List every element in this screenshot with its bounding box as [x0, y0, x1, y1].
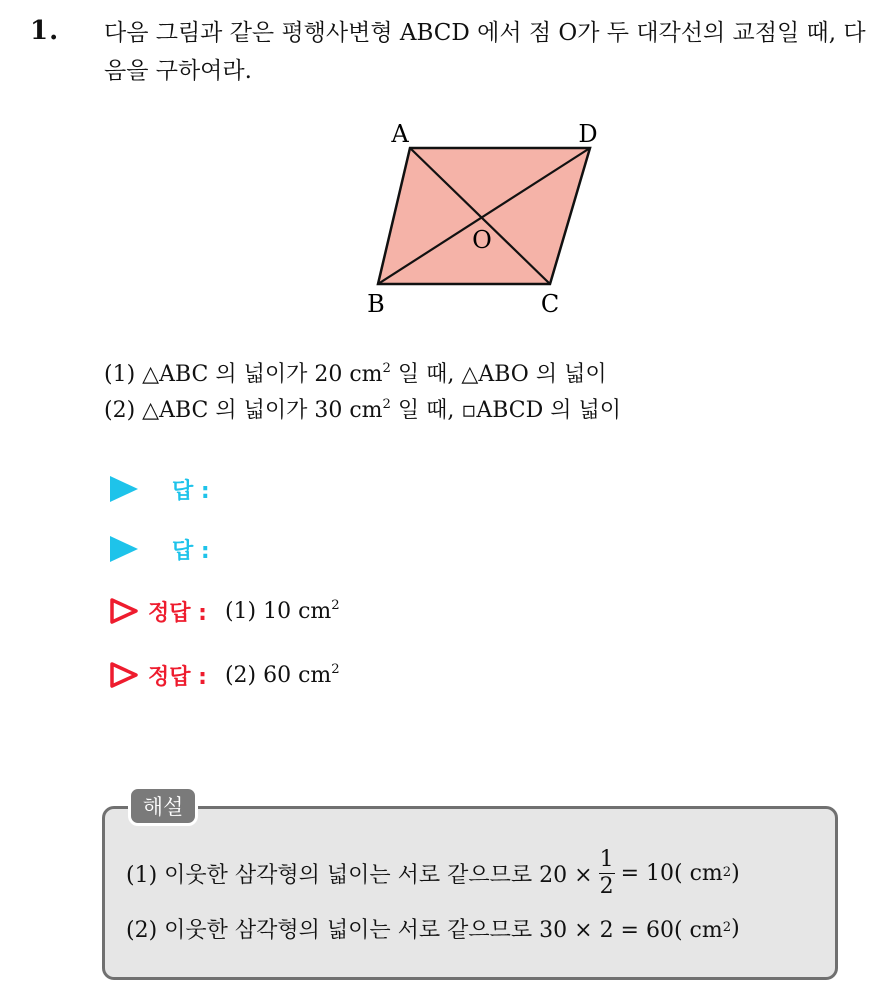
explanation-line-2: (2) 이웃한 삼각형의 넓이는 서로 같으므로 30 × 2 = 60( cm 2 ): [126, 906, 740, 950]
vertex-label-b: B: [367, 290, 385, 318]
outline-arrow-icon: [108, 660, 142, 690]
subquestion-2: [104, 396, 621, 426]
answer-row-2: [108, 532, 210, 566]
question-number: 1.: [30, 16, 60, 46]
correct-label-2: 정답 :: [148, 664, 207, 690]
explanation-line-1-pre: (1) 이웃한 삼각형의 넓이는 서로 같으므로 20 ×: [126, 862, 593, 888]
explanation-line-1-post: = 10( cm: [620, 860, 723, 886]
subquestion-1-sup: 2: [382, 360, 391, 376]
correct-value-2: [225, 663, 340, 688]
subquestion-1-pre: △ABC 의 넓이가 20 cm: [142, 362, 383, 387]
vertex-label-c: C: [540, 290, 560, 318]
explanation-line-2-pre: (2) 이웃한 삼각형의 넓이는 서로 같으므로 30 × 2 = 60( cm: [126, 917, 723, 943]
correct-answer-row-2: [108, 658, 340, 692]
play-arrow-icon: [108, 534, 142, 564]
parallelogram-figure: [350, 112, 610, 322]
correct-answer-row-1: [108, 594, 340, 628]
fraction-one-half: [599, 848, 615, 899]
intersection-label-o: O: [472, 226, 492, 254]
answer-row-1: [108, 472, 210, 506]
subquestion-1-post: 일 때, △ABO 의 넓이: [390, 362, 607, 387]
fraction-numerator: 1: [599, 846, 614, 872]
explanation-line-1-close: ): [731, 860, 740, 886]
correct-value-2-sup: 2: [331, 661, 340, 677]
explanation-line-1: (1) 이웃한 삼각형의 넓이는 서로 같으므로 20 × $\frac{1}{2}$ = 10( cm 2 ): [126, 846, 740, 899]
answer-label-1: 답 :: [172, 478, 210, 504]
correct-label-1: 정답 :: [148, 600, 207, 626]
subquestion-2-post: 일 때, ▫ABCD 의 넓이: [390, 398, 622, 423]
outline-arrow-icon: [108, 596, 142, 626]
subquestion-1: [104, 360, 607, 390]
answer-label-2: 답 :: [172, 538, 210, 564]
subquestion-2-num: (2): [104, 398, 136, 423]
play-arrow-icon: [108, 474, 142, 504]
subquestion-2-pre: △ABC 의 넓이가 30 cm: [142, 398, 383, 423]
explanation-title: 해설: [128, 786, 198, 826]
explanation-line-2-close: ): [731, 915, 740, 941]
subquestion-2-sup: 2: [382, 396, 391, 412]
correct-value-1-sup: 2: [331, 597, 340, 613]
fraction-denominator: 2: [599, 873, 614, 899]
question-text: 다음 그림과 같은 평행사변형 ABCD 에서 점 O가 두 대각선의 교점일 때, 다음을 구하여라.: [104, 20, 866, 84]
vertex-label-a: A: [391, 120, 409, 148]
vertex-label-d: D: [578, 120, 598, 148]
correct-value-1: [225, 599, 340, 624]
correct-value-2-text: (2) 60 cm: [224, 662, 332, 688]
correct-value-1-text: (1) 10 cm: [224, 598, 332, 624]
subquestion-1-num: (1): [104, 362, 136, 387]
